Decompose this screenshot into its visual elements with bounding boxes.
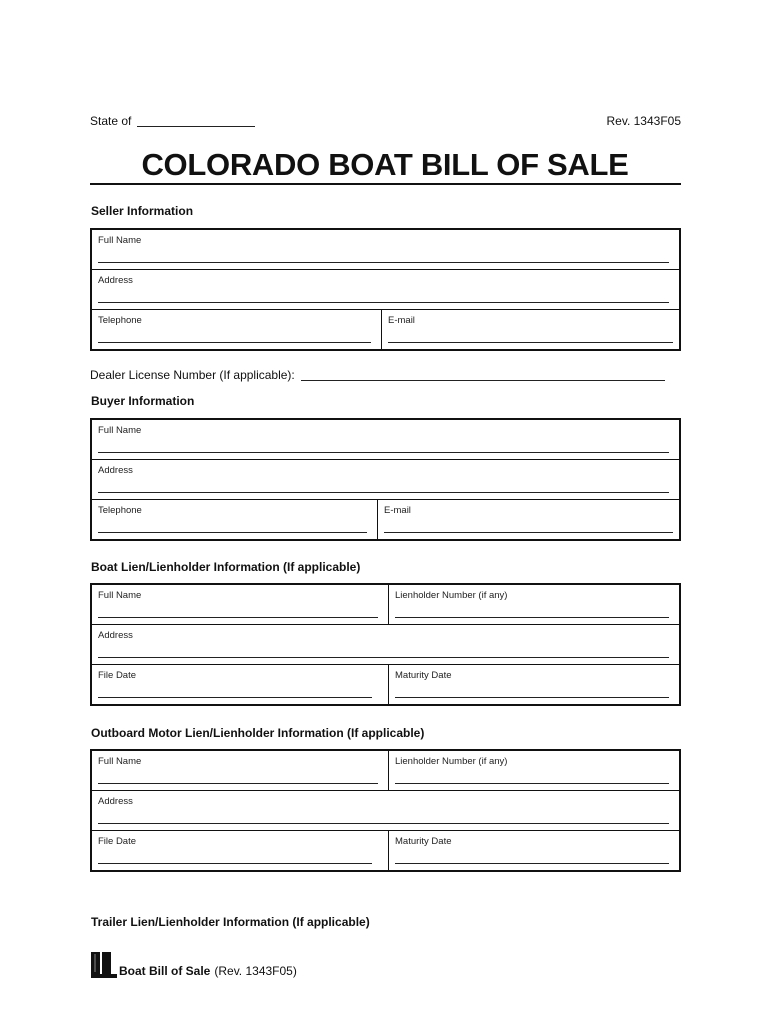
seller-heading: Seller Information	[91, 204, 194, 218]
seller-address-field[interactable]	[98, 302, 669, 303]
buyer-heading: Buyer Information	[91, 394, 195, 408]
revision-number: Rev. 1343F05	[606, 114, 681, 128]
legal-templates-logo-icon	[90, 952, 118, 978]
dealer-license-label: Dealer License Number (If applicable):	[90, 368, 295, 382]
boat-lien-dates-row	[92, 665, 679, 704]
footer-doc-name: Boat Bill of Sale	[119, 964, 211, 978]
boat-lien-number-field[interactable]	[395, 617, 669, 618]
dealer-license-blank[interactable]	[301, 380, 665, 381]
seller-name-row	[92, 230, 679, 270]
motor-lien-name-row	[92, 751, 679, 791]
motor-lien-full-name-field[interactable]	[98, 783, 378, 784]
motor-lien-file-date-field[interactable]	[98, 863, 372, 864]
buyer-email-field[interactable]	[384, 532, 673, 533]
boat-lien-full-name-label: Full Name	[98, 590, 142, 601]
seller-email-field[interactable]	[388, 342, 673, 343]
motor-lien-dates-row	[92, 831, 679, 870]
seller-full-name-label: Full Name	[98, 235, 142, 246]
seller-address-label: Address	[98, 275, 133, 286]
boat-lien-heading: Boat Lien/Lienholder Information (If applicable)	[91, 560, 361, 574]
state-field	[90, 114, 255, 128]
seller-full-name-field[interactable]	[98, 262, 669, 263]
buyer-info-box	[90, 418, 681, 541]
boat-lien-name-row	[92, 585, 679, 625]
footer-revision: (Rev. 1343F05)	[214, 964, 297, 978]
motor-lien-heading: Outboard Motor Lien/Lienholder Information (If applicable)	[91, 726, 425, 740]
boat-lien-address-field[interactable]	[98, 657, 669, 658]
dealer-license-field	[90, 368, 665, 382]
buyer-address-field[interactable]	[98, 492, 669, 493]
boat-lien-file-date-field[interactable]	[98, 697, 372, 698]
boat-lien-number-label: Lienholder Number (if any)	[395, 590, 508, 601]
boat-lien-box	[90, 583, 681, 706]
motor-lien-number-label: Lienholder Number (if any)	[395, 756, 508, 767]
buyer-full-name-field[interactable]	[98, 452, 669, 453]
state-blank[interactable]	[137, 126, 255, 127]
motor-lien-box	[90, 749, 681, 872]
buyer-telephone-field[interactable]	[98, 532, 367, 533]
trailer-lien-heading: Trailer Lien/Lienholder Information (If applicable)	[91, 915, 370, 929]
buyer-email-label: E-mail	[384, 505, 411, 516]
motor-lien-address-label: Address	[98, 796, 133, 807]
motor-lien-file-date-label: File Date	[98, 836, 137, 847]
seller-contact-row	[92, 310, 679, 349]
buyer-telephone-label: Telephone	[98, 505, 142, 516]
footer	[90, 950, 297, 978]
boat-lien-address-row	[92, 625, 679, 665]
seller-telephone-label: Telephone	[98, 315, 142, 326]
motor-lien-maturity-date-field[interactable]	[395, 863, 669, 864]
motor-lien-full-name-label: Full Name	[98, 756, 142, 767]
title-divider	[90, 183, 681, 185]
seller-info-box	[90, 228, 681, 351]
buyer-name-row	[92, 420, 679, 460]
seller-email-label: E-mail	[388, 315, 415, 326]
buyer-contact-row	[92, 500, 679, 539]
buyer-address-row	[92, 460, 679, 500]
state-label: State of	[90, 114, 132, 128]
boat-lien-maturity-date-label: Maturity Date	[395, 670, 452, 681]
boat-lien-file-date-label: File Date	[98, 670, 137, 681]
motor-lien-number-field[interactable]	[395, 783, 669, 784]
motor-lien-address-field[interactable]	[98, 823, 669, 824]
boat-lien-maturity-date-field[interactable]	[395, 697, 669, 698]
boat-lien-address-label: Address	[98, 630, 133, 641]
seller-address-row	[92, 270, 679, 310]
seller-telephone-field[interactable]	[98, 342, 371, 343]
buyer-full-name-label: Full Name	[98, 425, 142, 436]
motor-lien-address-row	[92, 791, 679, 831]
motor-lien-maturity-date-label: Maturity Date	[395, 836, 452, 847]
document-title: COLORADO BOAT BILL OF SALE	[141, 147, 629, 182]
buyer-address-label: Address	[98, 465, 133, 476]
boat-lien-full-name-field[interactable]	[98, 617, 378, 618]
